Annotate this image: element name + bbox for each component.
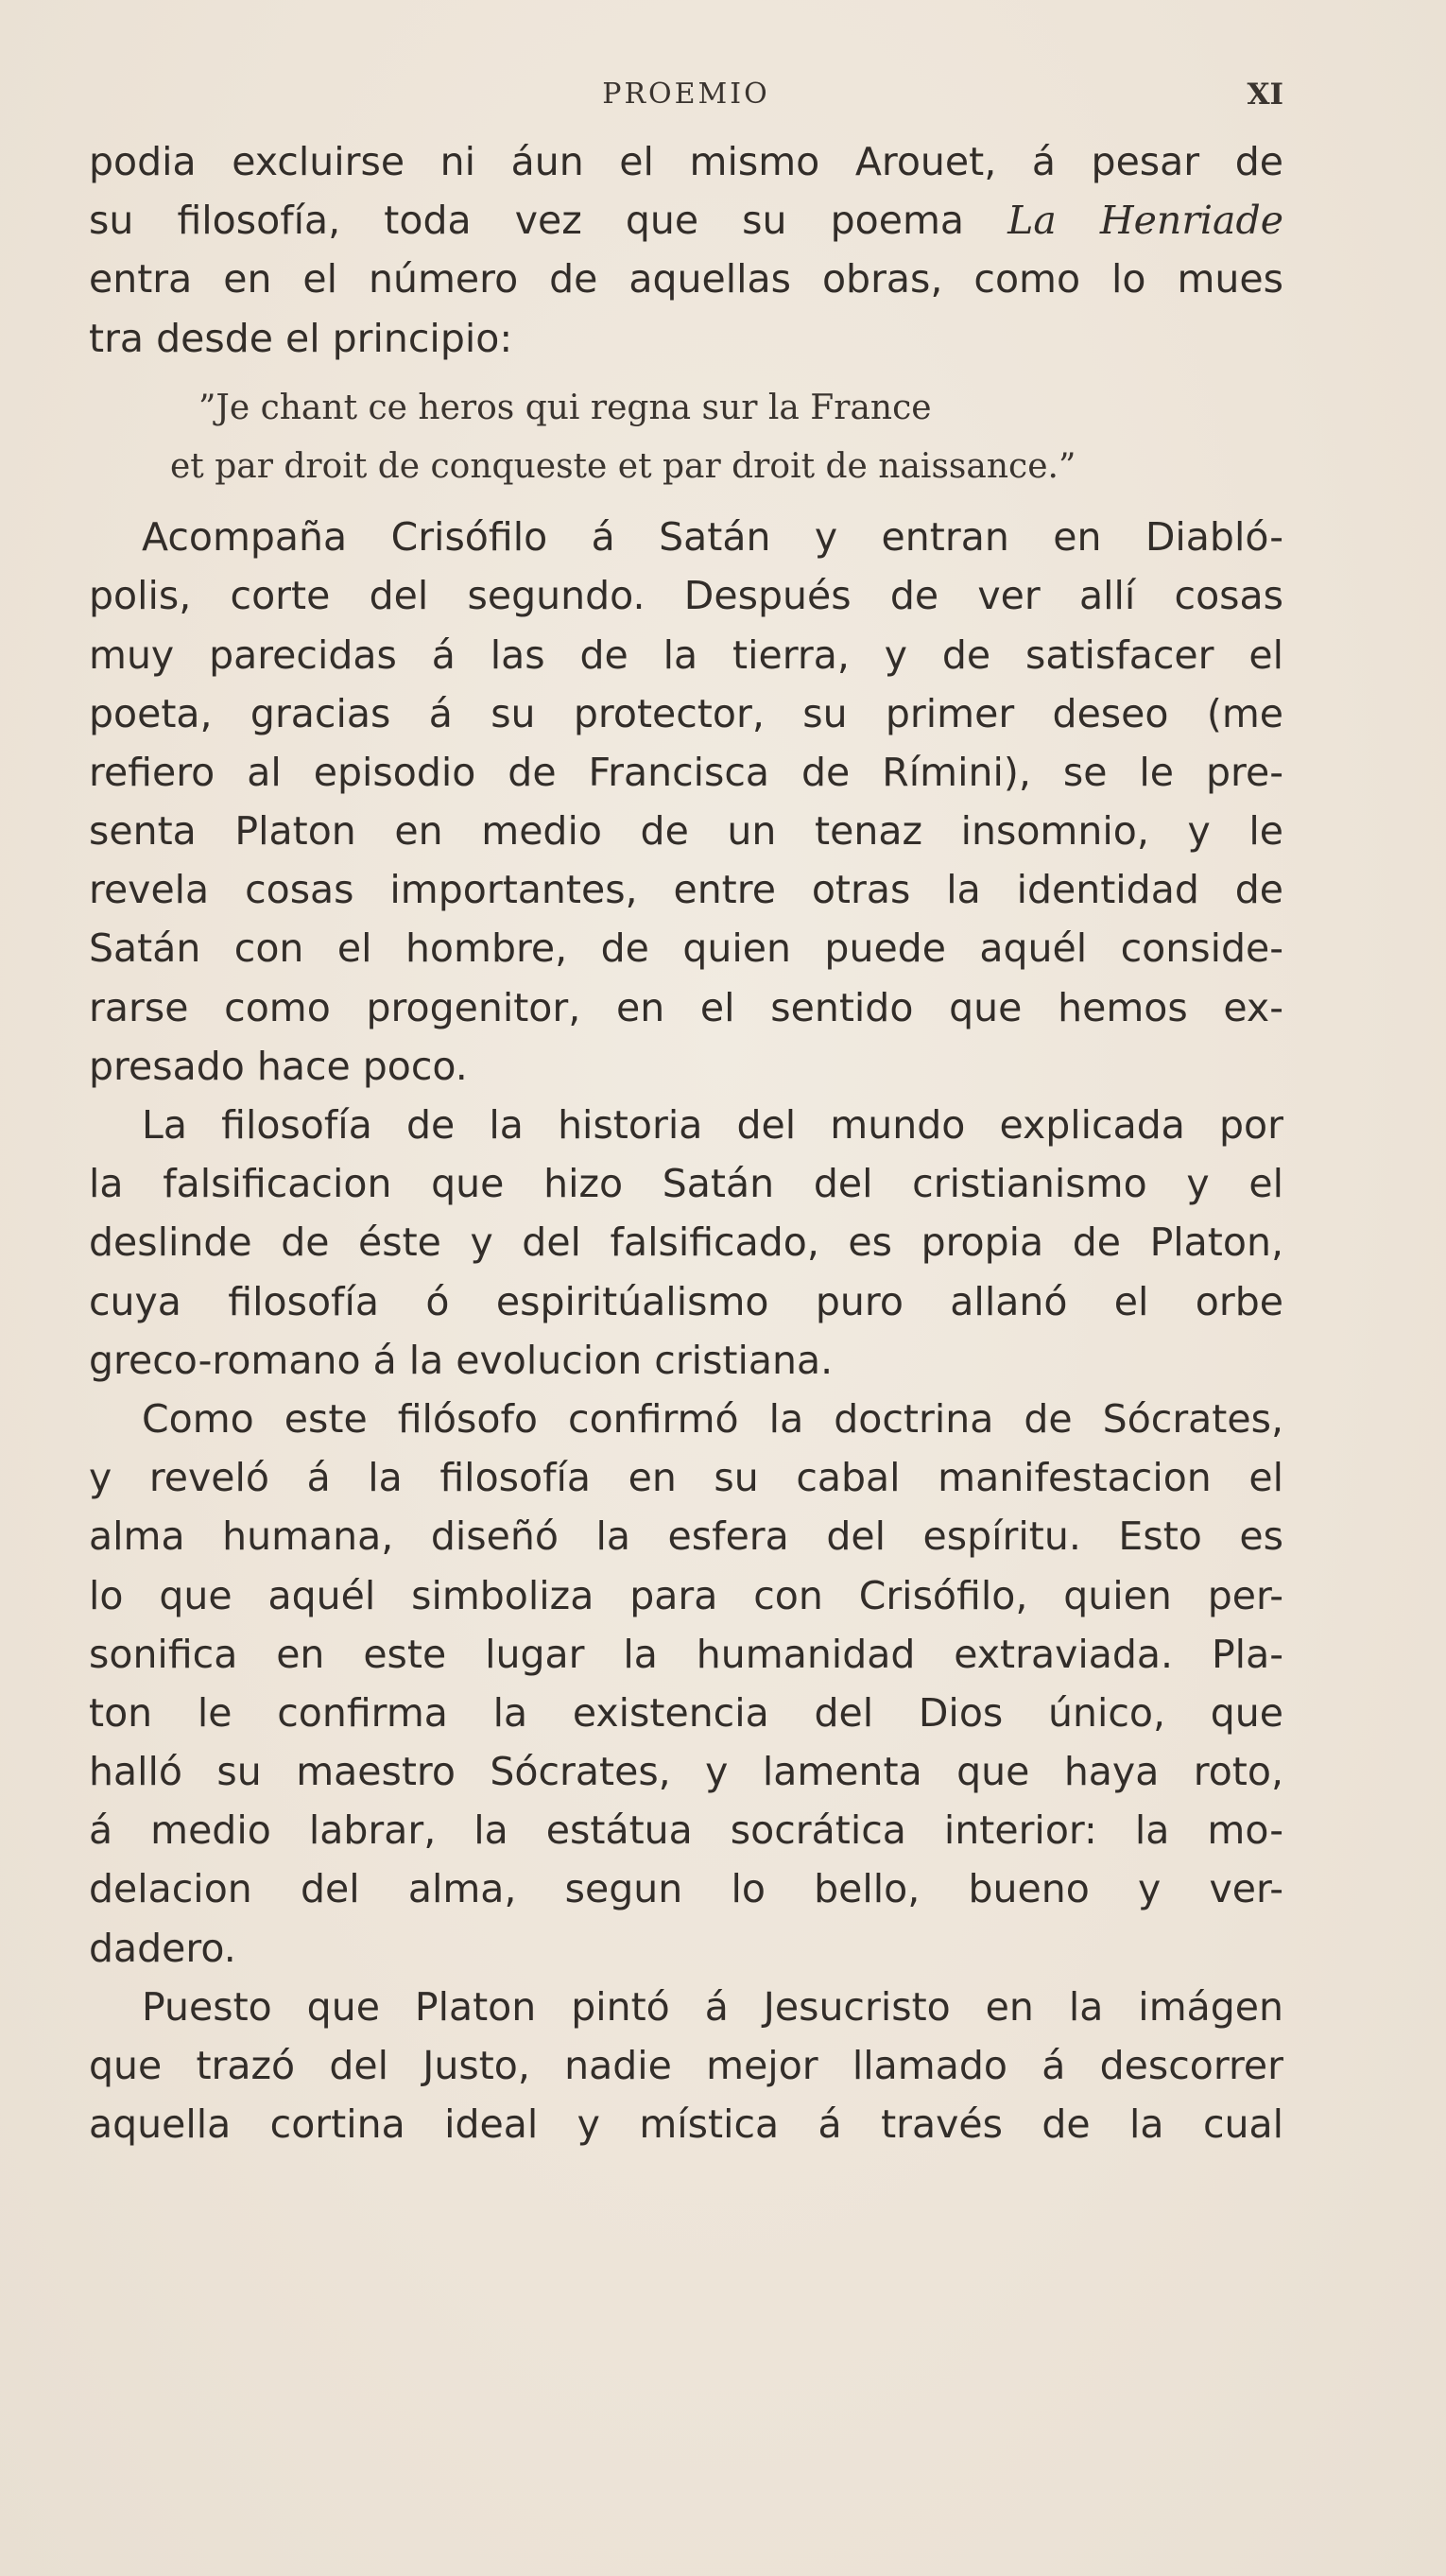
paragraph-2-line-6: senta Platon en medio de un tenaz insomnio, y le — [89, 808, 1283, 855]
paragraph-2-line-8: Satán con el hombre, de quien puede aquél conside- — [89, 925, 1283, 972]
paragraph-1-line-2 — [89, 191, 1283, 250]
paragraph-5-line-2: que trazó del Justo, nadie mejor llamado á descorrer — [89, 2043, 1283, 2088]
paragraph-2-line-3: muy parecidas á las de la tierra, y de satisfacer el — [89, 631, 1283, 678]
paragraph-1-line-1: podia excluirse ni áun el mismo Arouet, á pesar de — [89, 139, 1283, 184]
paragraph-4-line-5: sonifica en este lugar la humanidad extraviada. Pla- — [89, 1631, 1283, 1677]
paragraph-2-line-5: refiero al episodio de Francisca de Rímini), se le pre- — [89, 749, 1283, 795]
paragraph-3-line-5: greco-romano á la evolucion cristiana. — [89, 1337, 834, 1383]
paragraph-1-line-2-text: su filosofía, toda vez que su poema — [89, 198, 1008, 244]
paragraph-5-line-3: aquella cortina ideal y mística á través de la cual — [89, 2101, 1283, 2148]
paragraph-3-line-2: la falsificacion que hizo Satán del cristianismo y el — [89, 1161, 1283, 1207]
paragraph-2-line-1: Acompaña Crisófilo á Satán y entran en Diabló- — [142, 514, 1283, 561]
paragraph-4-line-4: lo que aquél simboliza para con Crisófilo, quien per- — [89, 1572, 1283, 1618]
paragraph-4-line-3: alma humana, diseñó la esfera del espíritu. Esto es — [89, 1513, 1283, 1560]
page-number: XI — [1247, 78, 1283, 112]
paragraph-4-line-10: dadero. — [89, 1925, 236, 1971]
paragraph-2-line-10: presado hace poco. — [89, 1043, 468, 1089]
paragraph-4-line-1: Como este filósofo confirmó la doctrina de Sócrates, — [142, 1395, 1283, 1442]
paragraph-4-line-7: halló su maestro Sócrates, y lamenta que haya roto, — [89, 1749, 1283, 1795]
body-text — [89, 132, 1283, 2153]
paragraph-3-line-4: cuya filosofía ó espiritúalismo puro allanó el orbe — [89, 1278, 1283, 1324]
verse-line-1: ”Je chant ce heros qui regna sur la France — [198, 388, 932, 427]
page-header — [89, 78, 1283, 125]
paragraph-5-line-1: Puesto que Platon pintó á Jesucristo en la imágen — [142, 1983, 1283, 2030]
paragraph-2-line-2: polis, corte del segundo. Después de ver allí cosas — [89, 573, 1283, 619]
paragraph-4-line-6: ton le confirma la existencia del Dios único, que — [89, 1689, 1283, 1736]
paragraph-2-line-4: poeta, gracias á su protector, su primer deseo (me — [89, 690, 1283, 736]
paragraph-4-line-2: y reveló á la filosofía en su cabal manifestacion el — [89, 1455, 1283, 1501]
paragraph-3-line-3: deslinde de éste y del falsificado, es propia de Platon, — [89, 1219, 1283, 1266]
paragraph-1-line-3: entra en el número de aquellas obras, como lo mues — [89, 256, 1283, 303]
paragraph-2-line-9: rarse como progenitor, en el sentido que hemos ex- — [89, 984, 1283, 1030]
paragraph-1-line-4: tra desde el principio: — [89, 315, 513, 361]
paragraph-4-line-8: á medio labrar, la estátua socrática interior: la mo- — [89, 1807, 1283, 1854]
verse-line-2: et par droit de conqueste et par droit de naissance.” — [170, 446, 1076, 486]
running-head: PROEMIO — [602, 78, 770, 111]
poem-title: La Henriade — [1007, 198, 1283, 244]
paragraph-3-line-1: La filosofía de la historia del mundo explicada por — [142, 1102, 1283, 1148]
paragraph-4-line-9: delacion del alma, segun lo bello, bueno y ver- — [89, 1866, 1283, 1912]
paragraph-2-line-7: revela cosas importantes, entre otras la identidad de — [89, 867, 1283, 913]
